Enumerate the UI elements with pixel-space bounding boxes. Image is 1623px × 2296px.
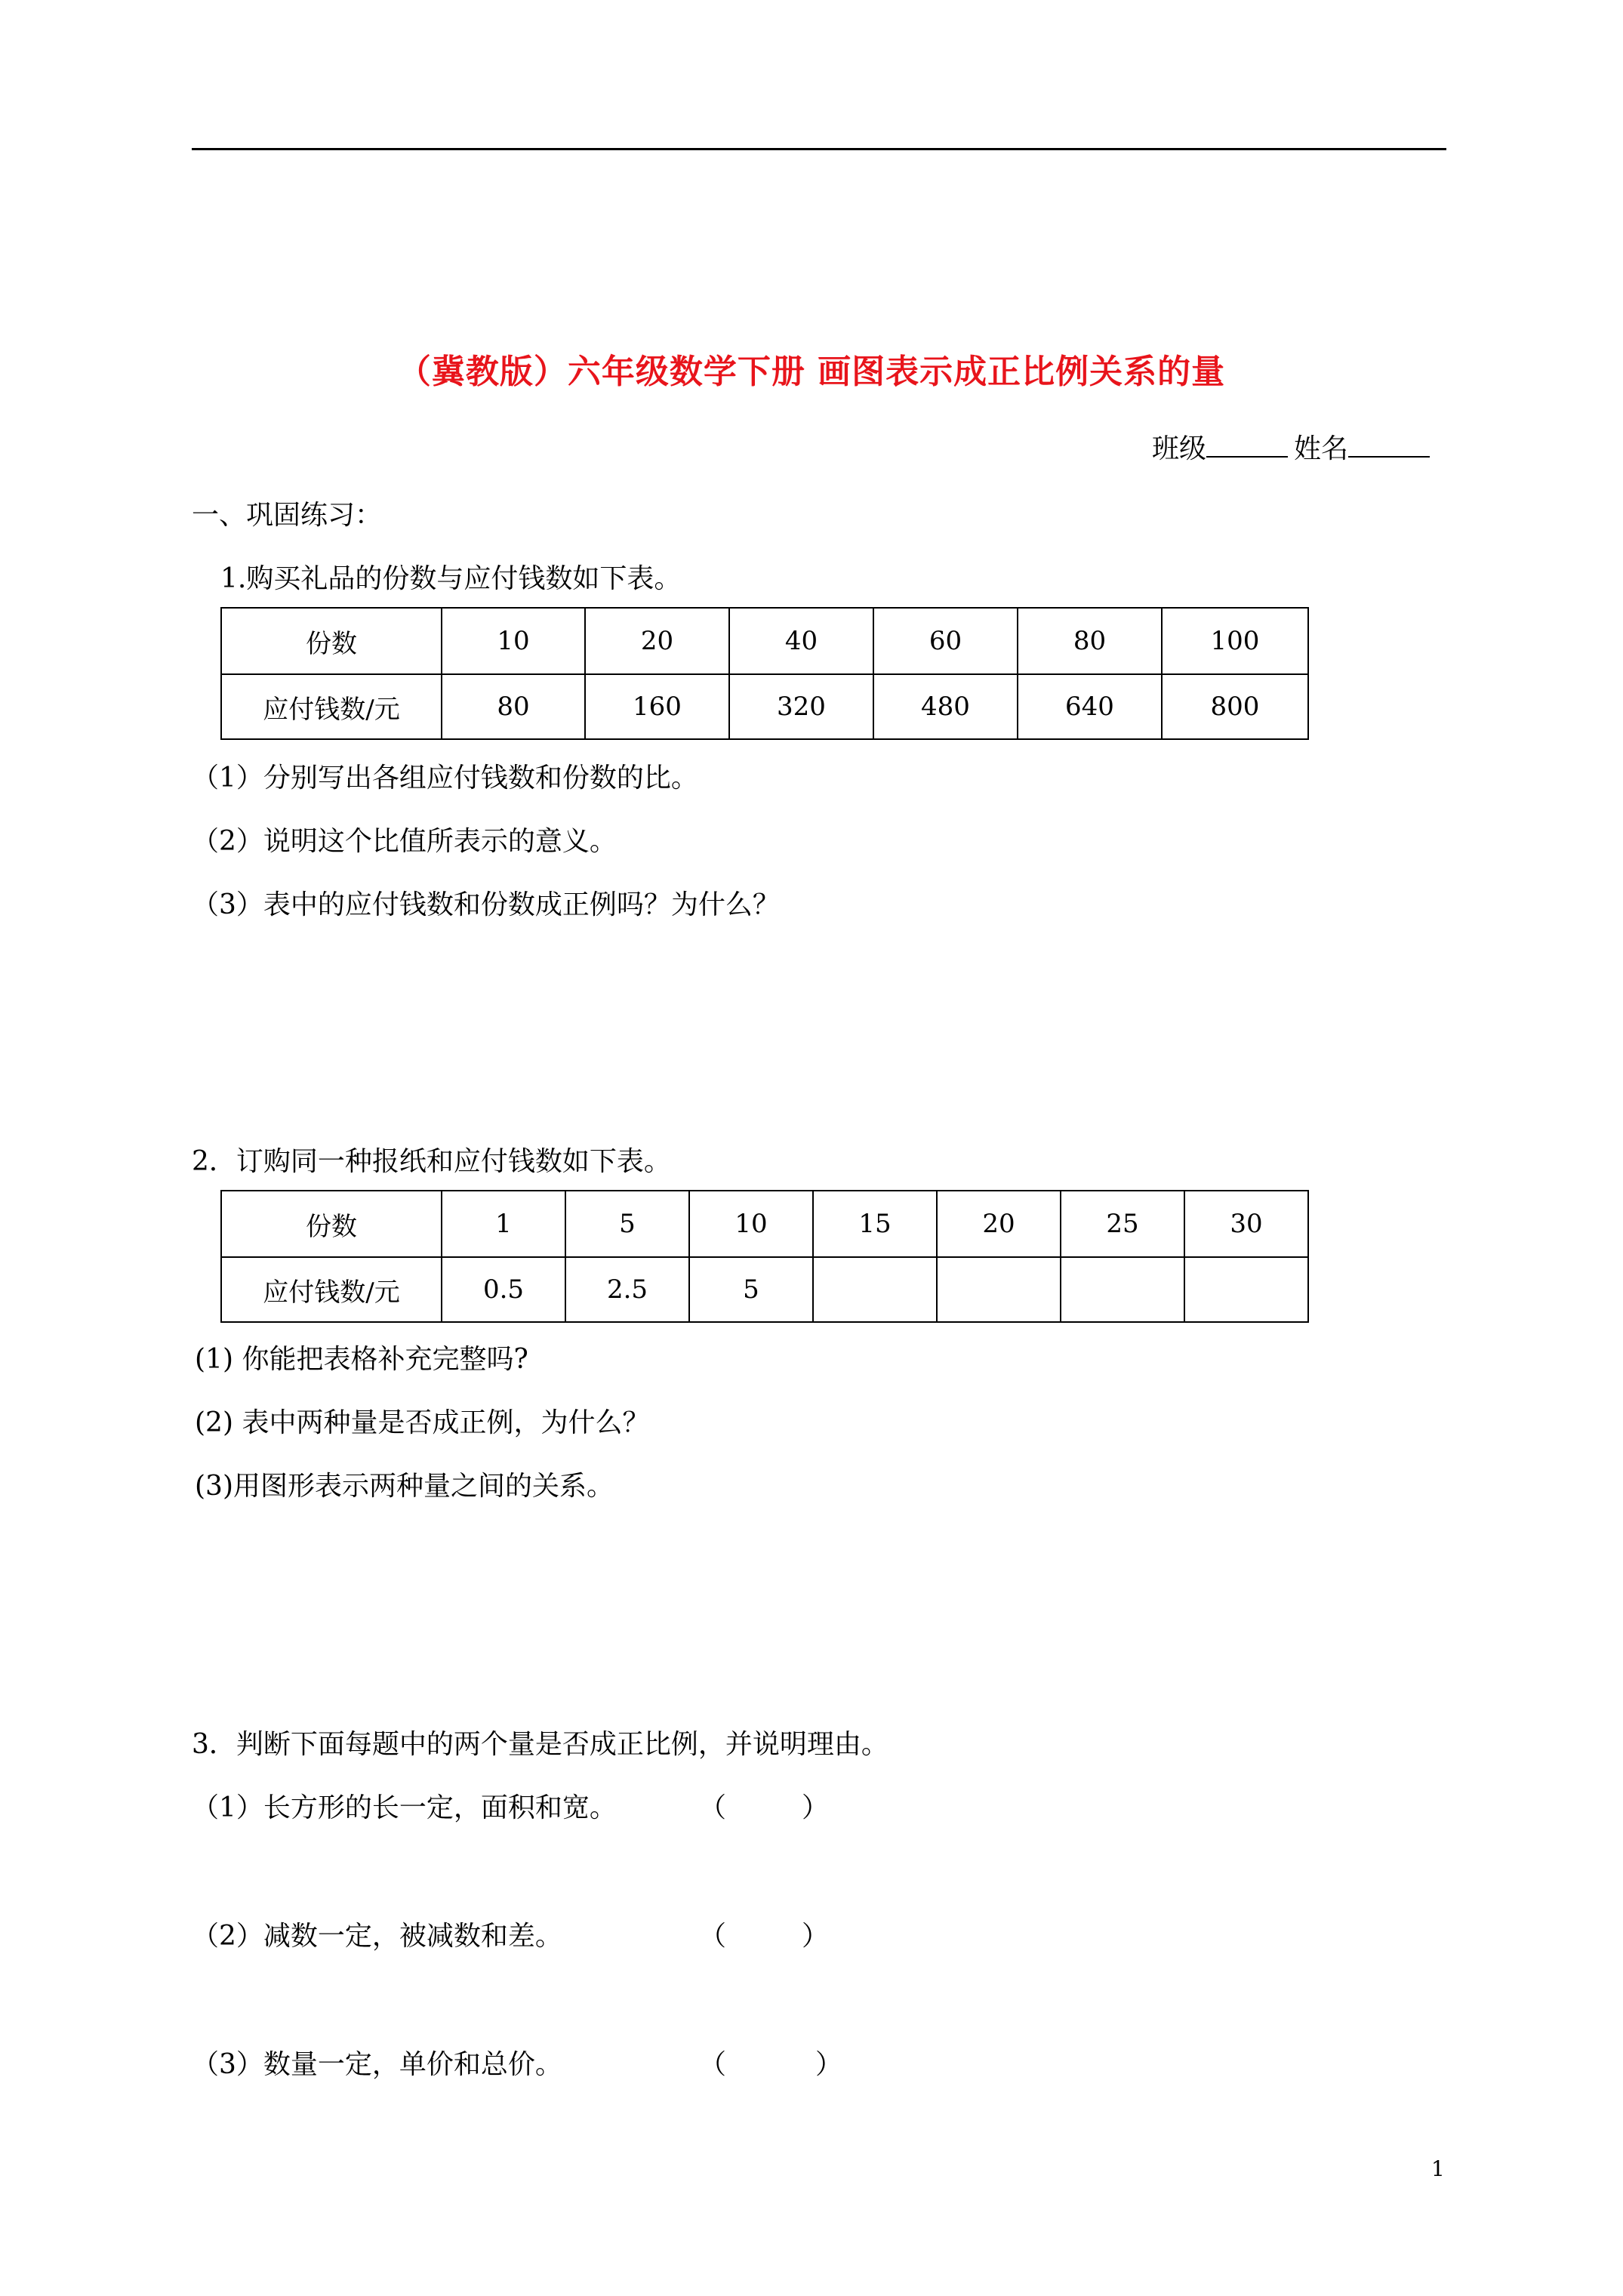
table-cell: 320 bbox=[729, 674, 873, 739]
q2-table bbox=[220, 1190, 1309, 1323]
q2-sub-3: (3)用图形表示两种量之间的关系。 bbox=[195, 1471, 614, 1502]
page-number: 1 bbox=[1431, 2156, 1445, 2181]
answer-paren-open: （ bbox=[699, 1792, 727, 1823]
table-cell: 25 bbox=[1061, 1191, 1184, 1257]
table-cell: 800 bbox=[1162, 674, 1308, 739]
table-cell: 20 bbox=[937, 1191, 1061, 1257]
class-blank[interactable] bbox=[1206, 433, 1288, 458]
q2-table-row-price bbox=[221, 1257, 1308, 1322]
table-cell-blank[interactable] bbox=[813, 1257, 937, 1322]
table-cell: 5 bbox=[689, 1257, 813, 1322]
table-cell: 5 bbox=[565, 1191, 689, 1257]
q2-stem: 2．订购同一种报纸和应付钱数如下表。 bbox=[192, 1146, 671, 1177]
table-cell: 20 bbox=[585, 608, 729, 674]
page-title: （冀教版）六年级数学下册 画图表示成正比例关系的量 bbox=[397, 353, 1226, 391]
q2-sub-2: (2) 表中两种量是否成正例，为什么？ bbox=[195, 1407, 650, 1438]
answer-paren-close: ） bbox=[802, 1921, 830, 1952]
table-cell: 80 bbox=[442, 674, 585, 739]
table-cell: 应付钱数/元 bbox=[221, 674, 442, 739]
q2-sub-1: (1) 你能把表格补充完整吗? bbox=[195, 1344, 528, 1375]
table-cell: 份数 bbox=[221, 608, 442, 674]
q3-item-2: （2）减数一定，被减数和差。 bbox=[192, 1921, 562, 1952]
header-rule bbox=[192, 148, 1446, 150]
table-cell: 10 bbox=[689, 1191, 813, 1257]
q3-item-3: （3）数量一定，单价和总价。 bbox=[192, 2049, 562, 2080]
table-cell: 2.5 bbox=[565, 1257, 689, 1322]
q3-stem: 3．判断下面每题中的两个量是否成正比例，并说明理由。 bbox=[192, 1729, 888, 1760]
table-cell: 60 bbox=[873, 608, 1018, 674]
table-cell: 份数 bbox=[221, 1191, 442, 1257]
table-cell: 100 bbox=[1162, 608, 1308, 674]
table-cell: 30 bbox=[1184, 1191, 1308, 1257]
name-blank[interactable] bbox=[1348, 433, 1430, 458]
q1-table bbox=[220, 607, 1309, 740]
answer-paren-open: （ bbox=[699, 1921, 727, 1952]
q2-table-row-count bbox=[221, 1191, 1308, 1257]
answer-paren-close: ） bbox=[815, 2049, 843, 2080]
table-cell: 640 bbox=[1018, 674, 1162, 739]
table-cell: 80 bbox=[1018, 608, 1162, 674]
q1-sub-3: （3）表中的应付钱数和份数成正例吗？为什么？ bbox=[192, 889, 780, 920]
table-cell: 0.5 bbox=[442, 1257, 565, 1322]
table-cell: 10 bbox=[442, 608, 585, 674]
table-cell: 40 bbox=[729, 608, 873, 674]
q1-sub-2: （2）说明这个比值所表示的意义。 bbox=[192, 826, 617, 857]
answer-paren-close: ） bbox=[802, 1792, 830, 1823]
q1-stem: 1.购买礼品的份数与应付钱数如下表。 bbox=[220, 563, 682, 594]
table-cell-blank[interactable] bbox=[1061, 1257, 1184, 1322]
table-cell: 应付钱数/元 bbox=[221, 1257, 442, 1322]
q1-sub-1: （1）分别写出各组应付钱数和份数的比。 bbox=[192, 763, 698, 794]
table-cell-blank[interactable] bbox=[937, 1257, 1061, 1322]
section-heading: 一、巩固练习： bbox=[192, 500, 383, 531]
q1-table-row-count bbox=[221, 608, 1308, 674]
student-info bbox=[1152, 427, 1430, 466]
q3-item-1: （1）长方形的长一定，面积和宽。 bbox=[192, 1792, 617, 1823]
table-cell: 15 bbox=[813, 1191, 937, 1257]
answer-paren-open: （ bbox=[699, 2049, 727, 2080]
table-cell: 160 bbox=[585, 674, 729, 739]
q1-table-row-price bbox=[221, 674, 1308, 739]
name-label: 姓名 bbox=[1294, 433, 1349, 464]
class-label: 班级 bbox=[1152, 433, 1207, 464]
table-cell-blank[interactable] bbox=[1184, 1257, 1308, 1322]
table-cell: 480 bbox=[873, 674, 1018, 739]
table-cell: 1 bbox=[442, 1191, 565, 1257]
